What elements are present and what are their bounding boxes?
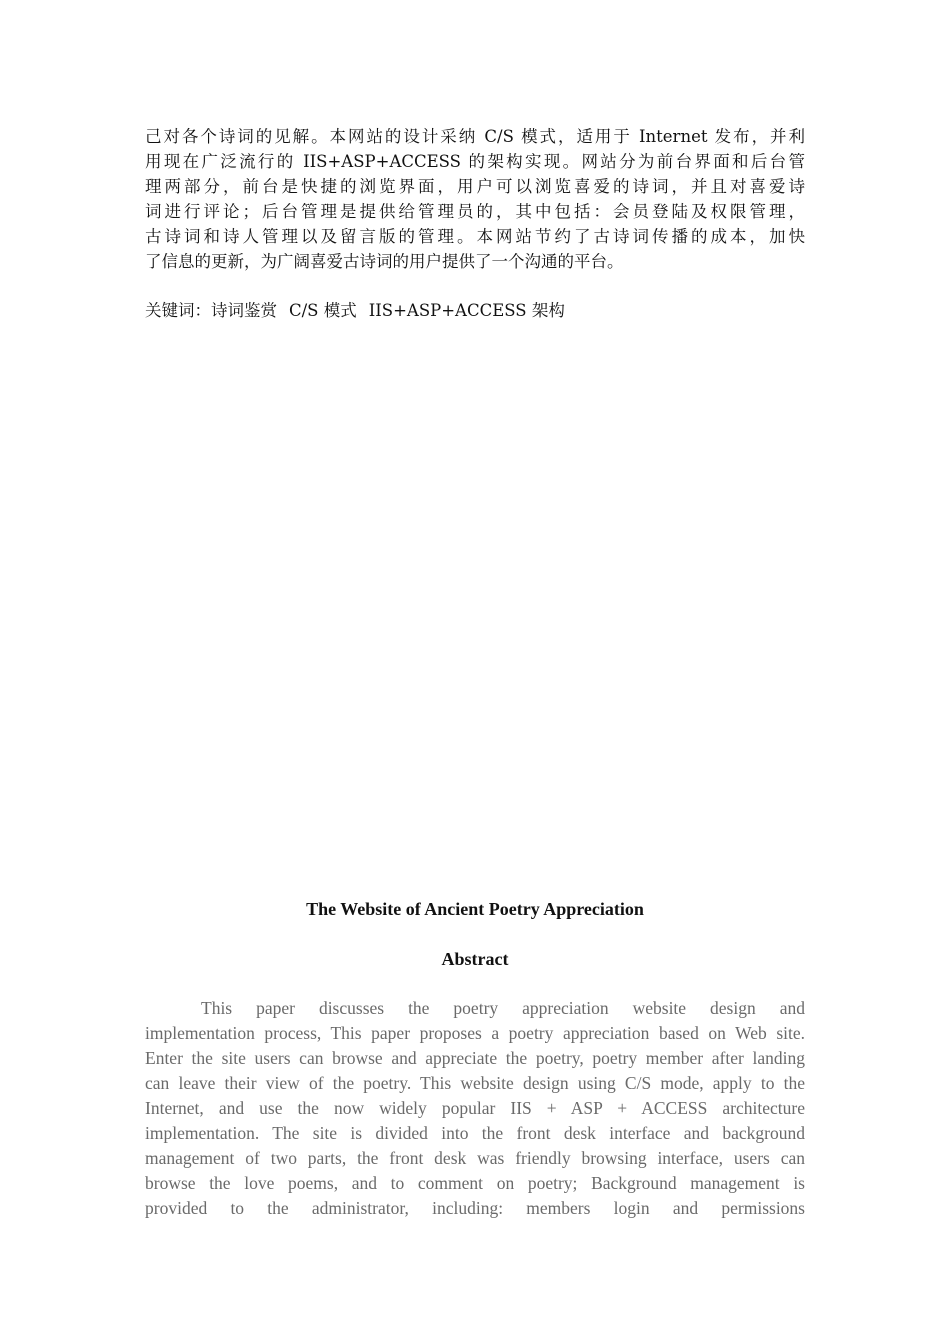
english-abstract-line: management of two parts, the front desk was friendly browsing interface, users can bbox=[145, 1148, 805, 1168]
keyword-item: IIS+ASP+ACCESS 架构 bbox=[368, 301, 565, 320]
english-abstract-line: implementation process, This paper proposes a poetry appreciation based on Web site. bbox=[145, 1023, 805, 1043]
chinese-abstract-line: 古诗词和诗人管理以及留言版的管理。本网站节约了古诗词传播的成本，加快 bbox=[145, 227, 805, 246]
chinese-abstract-line: 己对各个诗词的见解。本网站的设计采纳 C/S 模式，适用于 Internet 发布，并利 bbox=[145, 127, 805, 146]
chinese-abstract-body bbox=[145, 124, 805, 274]
english-abstract-line: browse the love poems, and to comment on poetry; Background management is bbox=[145, 1173, 805, 1193]
english-abstract-line: This paper discusses the poetry appreciation website design and bbox=[201, 998, 805, 1018]
abstract-heading: Abstract bbox=[441, 949, 509, 969]
chinese-abstract-line: 了信息的更新，为广阔喜爱古诗词的用户提供了一个沟通的平台。 bbox=[145, 252, 624, 271]
chinese-abstract-line: 理两部分，前台是快捷的浏览界面，用户可以浏览喜爱的诗词，并且对喜爱诗 bbox=[145, 177, 805, 196]
english-abstract-line: can leave their view of the poetry. This website design using C/S mode, apply to the bbox=[145, 1073, 805, 1093]
chinese-abstract-line: 词进行评论；后台管理是提供给管理员的，其中包括：会员登陆及权限管理， bbox=[145, 202, 805, 221]
english-abstract-line: implementation. The site is divided into the front desk interface and background bbox=[145, 1123, 805, 1143]
english-abstract-body bbox=[145, 996, 805, 1221]
keyword-item: C/S 模式 bbox=[289, 301, 357, 320]
english-abstract-line: Enter the site users can browse and appreciate the poetry, poetry member after landing bbox=[145, 1048, 805, 1068]
english-abstract-line: provided to the administrator, including: members login and permissions bbox=[145, 1198, 805, 1218]
english-abstract-line: Internet, and use the now widely popular IIS + ASP + ACCESS architecture bbox=[145, 1098, 805, 1118]
keywords-line bbox=[145, 298, 805, 323]
keyword-item: 诗词鉴赏 bbox=[211, 301, 277, 320]
keywords-label: 关键词： bbox=[145, 301, 211, 320]
chinese-abstract-line: 用现在广泛流行的 IIS+ASP+ACCESS 的架构实现。网站分为前台界面和后台管 bbox=[145, 152, 805, 171]
english-title: The Website of Ancient Poetry Appreciation bbox=[306, 899, 644, 919]
